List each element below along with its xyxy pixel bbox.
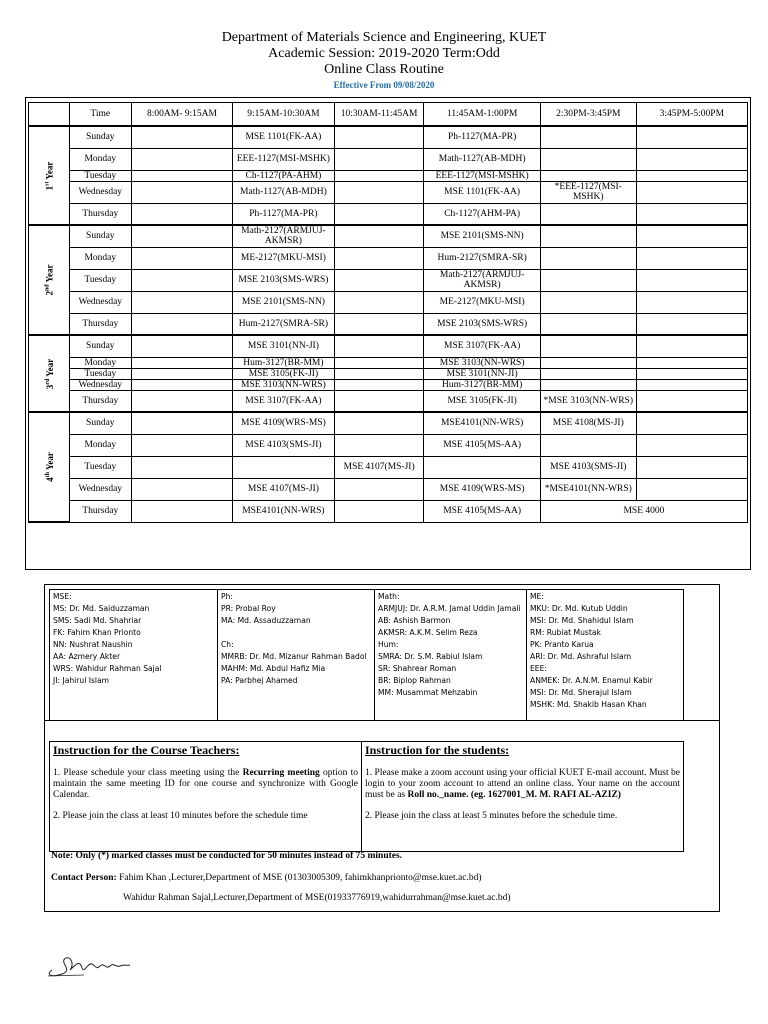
class-cell: MSE 2103(SMS-WRS) xyxy=(232,269,334,291)
class-cell: MSE 4000 xyxy=(540,500,747,522)
class-cell xyxy=(636,478,747,500)
class-cell xyxy=(132,148,233,170)
day-cell: Monday xyxy=(69,247,131,269)
document-header xyxy=(0,30,768,90)
class-cell: MSE 3101(NN-JI) xyxy=(424,368,541,379)
class-cell xyxy=(132,247,233,269)
year-label xyxy=(29,335,70,412)
class-cell xyxy=(334,478,423,500)
signature xyxy=(44,948,134,985)
class-cell xyxy=(132,269,233,291)
contact-person-1 xyxy=(51,873,482,883)
day-cell: Tuesday xyxy=(69,170,131,181)
class-cell xyxy=(334,357,423,368)
class-cell xyxy=(636,434,747,456)
text: option to maintain the same meeting ID for one course and synchronize with Google Calendar. xyxy=(53,768,358,800)
class-cell: MSE 3105(FK-JI) xyxy=(424,390,541,412)
class-cell xyxy=(132,412,233,434)
class-cell: Ph-1127(MA-PR) xyxy=(232,203,334,225)
day-cell: Thursday xyxy=(69,390,131,412)
class-cell xyxy=(334,335,423,357)
class-cell xyxy=(132,126,233,148)
class-cell xyxy=(540,269,636,291)
instructions-section xyxy=(44,721,720,912)
class-cell: ME-2127(MKU-MSI) xyxy=(232,247,334,269)
class-cell: Ch-1127(PA-AHM) xyxy=(232,170,334,181)
year-word: Year xyxy=(44,161,55,182)
class-cell xyxy=(636,390,747,412)
day-cell: Thursday xyxy=(69,313,131,335)
class-cell xyxy=(334,225,423,247)
day-cell: Thursday xyxy=(69,500,131,522)
class-cell: MSE 3107(FK-AA) xyxy=(232,390,334,412)
class-cell: MSE 2101(SMS-NN) xyxy=(424,225,541,247)
class-cell xyxy=(334,203,423,225)
year-suffix: th xyxy=(44,472,51,478)
class-cell xyxy=(540,203,636,225)
year-number: 3 xyxy=(44,384,55,389)
class-cell xyxy=(540,368,636,379)
class-cell xyxy=(540,313,636,335)
student-instructions-title: Instruction for the students: xyxy=(365,743,510,757)
class-cell: MSE 4105(MS-AA) xyxy=(424,434,541,456)
year-label xyxy=(29,412,70,522)
class-cell xyxy=(132,500,233,522)
class-cell xyxy=(424,456,541,478)
slot-header: 2:30PM-3:45PM xyxy=(540,103,636,127)
contact-details-1: Fahim Khan ,Lecturer,Department of MSE (01303005309, fahimkhanprionto@mse.kuet.ac.bd) xyxy=(116,873,482,883)
text: 1. Please make a zoom account using your official KUET E-mail account. Must be login to your zoom account to attend an online class. Your name on the account must be as xyxy=(365,768,680,800)
class-cell: *EEE-1127(MSI-MSHK) xyxy=(540,181,636,203)
class-cell xyxy=(540,291,636,313)
text-bold: Recurring meeting xyxy=(242,768,320,778)
year-word: Year xyxy=(44,452,55,473)
day-cell: Tuesday xyxy=(69,456,131,478)
class-cell xyxy=(636,456,747,478)
class-cell xyxy=(540,247,636,269)
year-suffix: st xyxy=(44,181,51,186)
class-cell xyxy=(334,313,423,335)
class-cell xyxy=(636,412,747,434)
class-cell xyxy=(636,247,747,269)
instructions-table xyxy=(49,741,684,852)
student-instructions xyxy=(362,742,684,852)
class-cell: MSE 2101(SMS-NN) xyxy=(232,291,334,313)
class-cell xyxy=(334,500,423,522)
class-cell xyxy=(132,456,233,478)
class-cell xyxy=(334,247,423,269)
day-cell: Sunday xyxy=(69,225,131,247)
class-cell: MSE 4108(MS-JI) xyxy=(540,412,636,434)
slot-header: 3:45PM-5:00PM xyxy=(636,103,747,127)
class-cell xyxy=(334,412,423,434)
class-cell xyxy=(636,357,747,368)
class-cell xyxy=(334,434,423,456)
class-cell: Hum-3127(BR-MM) xyxy=(232,357,334,368)
class-cell xyxy=(132,170,233,181)
routine-table xyxy=(28,102,748,523)
class-cell xyxy=(132,335,233,357)
teacher-instruction-2: 2. Please join the class at least 10 minutes before the schedule time xyxy=(53,811,308,821)
slot-header: 11:45AM-1:00PM xyxy=(424,103,541,127)
contact-label: Contact Person: xyxy=(51,873,117,883)
year-number: 1 xyxy=(44,185,55,190)
class-cell xyxy=(132,181,233,203)
abbr-math-hum: Math: ARMJUJ: Dr. A.R.M. Jamal Uddin Jamali AB: Ashish Barmon AKMSR: A.K.M. Selim Reza Hum: SMRA: Dr. S.M. Rabiul Islam SR: Shahrear Roman BR: Biplop Rahman MM: Musammat Mehzabin xyxy=(375,590,527,721)
class-cell xyxy=(636,379,747,390)
day-cell: Monday xyxy=(69,434,131,456)
class-cell: Hum-2127(SMRA-SR) xyxy=(424,247,541,269)
routine-title: Online Class Routine xyxy=(324,62,444,77)
class-cell xyxy=(132,368,233,379)
class-cell xyxy=(540,126,636,148)
slot-header: 9:15AM-10:30AM xyxy=(232,103,334,127)
class-cell: Ph-1127(MA-PR) xyxy=(424,126,541,148)
corner-cell xyxy=(29,103,70,127)
class-cell: Hum-3127(BR-MM) xyxy=(424,379,541,390)
class-cell xyxy=(636,335,747,357)
class-cell: MSE 1101(FK-AA) xyxy=(424,181,541,203)
day-cell: Thursday xyxy=(69,203,131,225)
day-cell: Sunday xyxy=(69,412,131,434)
session-line: Academic Session: 2019-2020 Term:Odd xyxy=(268,46,500,61)
student-instruction-2: 2. Please join the class at least 5 minutes before the schedule time. xyxy=(365,811,618,821)
class-cell: MSE 4107(MS-JI) xyxy=(334,456,423,478)
day-cell: Wednesday xyxy=(69,291,131,313)
teacher-abbreviations xyxy=(44,584,720,721)
class-cell: Math-2127(ARMJUJ-AKMSR) xyxy=(232,225,334,247)
year-suffix: rd xyxy=(44,378,51,385)
day-cell: Wednesday xyxy=(69,379,131,390)
class-cell xyxy=(334,269,423,291)
class-cell: EEE-1127(MSI-MSHK) xyxy=(424,170,541,181)
class-cell xyxy=(132,225,233,247)
class-cell xyxy=(334,170,423,181)
class-cell: MSE4101(NN-WRS) xyxy=(232,500,334,522)
class-cell: MSE 4105(MS-AA) xyxy=(424,500,541,522)
day-cell: Wednesday xyxy=(69,181,131,203)
class-cell xyxy=(636,225,747,247)
class-cell xyxy=(636,269,747,291)
class-cell xyxy=(132,357,233,368)
year-word: Year xyxy=(44,358,55,379)
class-cell: Hum-2127(SMRA-SR) xyxy=(232,313,334,335)
class-cell xyxy=(540,434,636,456)
contact-person-2: Wahidur Rahman Sajal,Lecturer,Department of MSE(01933776919,wahidurrahman@mse.kuet.ac.bd) xyxy=(123,893,511,903)
slot-header: 8:00AM- 9:15AM xyxy=(132,103,233,127)
class-cell xyxy=(636,170,747,181)
class-cell xyxy=(334,181,423,203)
class-cell xyxy=(334,148,423,170)
class-cell: *MSE 3103(NN-WRS) xyxy=(540,390,636,412)
teacher-instructions-title: Instruction for the Course Teachers: xyxy=(53,743,240,757)
abbr-mse: MSE: MS: Dr. Md. Saiduzzaman SMS: Sadi Md. Shahriar FK: Fahim Khan Prionto NN: Nushrat Naushin AA: Azmery Akter WRS: Wahidur Rahman Sajal JI: Jahirul Islam xyxy=(50,590,218,721)
year-suffix: nd xyxy=(44,284,51,292)
class-cell xyxy=(132,434,233,456)
class-cell xyxy=(540,357,636,368)
class-cell: Math-1127(AB-MDH) xyxy=(424,148,541,170)
class-cell xyxy=(540,148,636,170)
abbr-me-eee: ME: MKU: Dr. Md. Kutub Uddin MSI: Dr. Md. Shahidul Islam RM: Rubiat Mustak PK: Pranto Karua ARI: Dr. Md. Ashraful Islam EEE: ANMEK: Dr. A.N.M. Enamul Kabir MSI: Dr. Md. Sherajul Islam MSHK: Md. Shakib Hasan Khan xyxy=(527,590,684,721)
year-number: 4 xyxy=(44,477,55,482)
class-cell: EEE-1127(MSI-MSHK) xyxy=(232,148,334,170)
day-cell: Wednesday xyxy=(69,478,131,500)
class-cell xyxy=(334,379,423,390)
day-cell: Monday xyxy=(69,357,131,368)
text-bold: Roll no._name. (eg. 1627001_M. M. RAFI AL-AZIZ) xyxy=(407,790,621,800)
day-cell: Monday xyxy=(69,148,131,170)
abbreviation-table xyxy=(49,589,684,721)
class-cell: MSE 3105(FK-JI) xyxy=(232,368,334,379)
class-cell xyxy=(636,368,747,379)
year-number: 2 xyxy=(44,291,55,296)
class-cell xyxy=(232,456,334,478)
class-cell: MSE 4107(MS-JI) xyxy=(232,478,334,500)
class-cell: MSE 4103(SMS-JI) xyxy=(540,456,636,478)
day-cell: Tuesday xyxy=(69,368,131,379)
class-cell xyxy=(636,313,747,335)
year-word: Year xyxy=(44,264,55,285)
year-label xyxy=(29,225,70,335)
day-cell: Tuesday xyxy=(69,269,131,291)
day-cell: Sunday xyxy=(69,335,131,357)
class-cell: *MSE4101(NN-WRS) xyxy=(540,478,636,500)
class-cell: Ch-1127(AHM-PA) xyxy=(424,203,541,225)
class-cell: MSE 1101(FK-AA) xyxy=(232,126,334,148)
class-cell: MSE 4109(WRS-MS) xyxy=(424,478,541,500)
class-cell xyxy=(636,291,747,313)
class-cell: MSE 3103(NN-WRS) xyxy=(424,357,541,368)
department-title: Department of Materials Science and Engineering, KUET xyxy=(221,30,547,45)
class-cell xyxy=(132,313,233,335)
class-cell xyxy=(132,379,233,390)
class-cell xyxy=(334,291,423,313)
class-cell xyxy=(636,126,747,148)
class-cell xyxy=(540,225,636,247)
class-cell xyxy=(540,379,636,390)
class-cell xyxy=(132,291,233,313)
class-cell xyxy=(636,148,747,170)
abbr-ph-ch: Ph: PR: Probal Roy MA: Md. Assaduzzaman Ch: MMRB: Dr. Md. Mizanur Rahman Badol MAHM: Md. Abdul Hafiz Mia PA: Parbhej Ahamed xyxy=(218,590,375,721)
class-cell xyxy=(636,181,747,203)
class-cell xyxy=(132,390,233,412)
slot-header: 10:30AM-11:45AM xyxy=(334,103,423,127)
year-label xyxy=(29,126,70,225)
teacher-instruction-1 xyxy=(53,768,358,801)
class-cell xyxy=(334,126,423,148)
class-cell: MSE 3107(FK-AA) xyxy=(424,335,541,357)
class-cell: MSE 3101(NN-JI) xyxy=(232,335,334,357)
class-cell xyxy=(334,390,423,412)
class-cell xyxy=(132,478,233,500)
time-label: Time xyxy=(69,103,131,127)
class-cell xyxy=(132,203,233,225)
class-cell: MSE 4109(WRS-MS) xyxy=(232,412,334,434)
class-cell xyxy=(334,368,423,379)
note-text: Note: Only (*) marked classes must be conducted for 50 minutes instead of 75 minutes. xyxy=(51,851,403,861)
class-cell: ME-2127(MKU-MSI) xyxy=(424,291,541,313)
class-cell xyxy=(540,335,636,357)
class-cell: MSE 2103(SMS-WRS) xyxy=(424,313,541,335)
class-cell: MSE 3103(NN-WRS) xyxy=(232,379,334,390)
class-cell: MSE 4103(SMS-JI) xyxy=(232,434,334,456)
day-cell: Sunday xyxy=(69,126,131,148)
effective-date: Effective From 09/08/2020 xyxy=(333,80,435,90)
text: 1. Please schedule your class meeting using the xyxy=(53,768,243,778)
teacher-instructions xyxy=(50,742,362,852)
class-cell xyxy=(540,170,636,181)
class-cell xyxy=(636,203,747,225)
class-cell: Math-1127(AB-MDH) xyxy=(232,181,334,203)
class-cell: Math-2127(ARMJUJ-AKMSR) xyxy=(424,269,541,291)
student-instruction-1 xyxy=(365,768,680,801)
class-cell: MSE4101(NN-WRS) xyxy=(424,412,541,434)
routine-frame xyxy=(25,97,751,570)
